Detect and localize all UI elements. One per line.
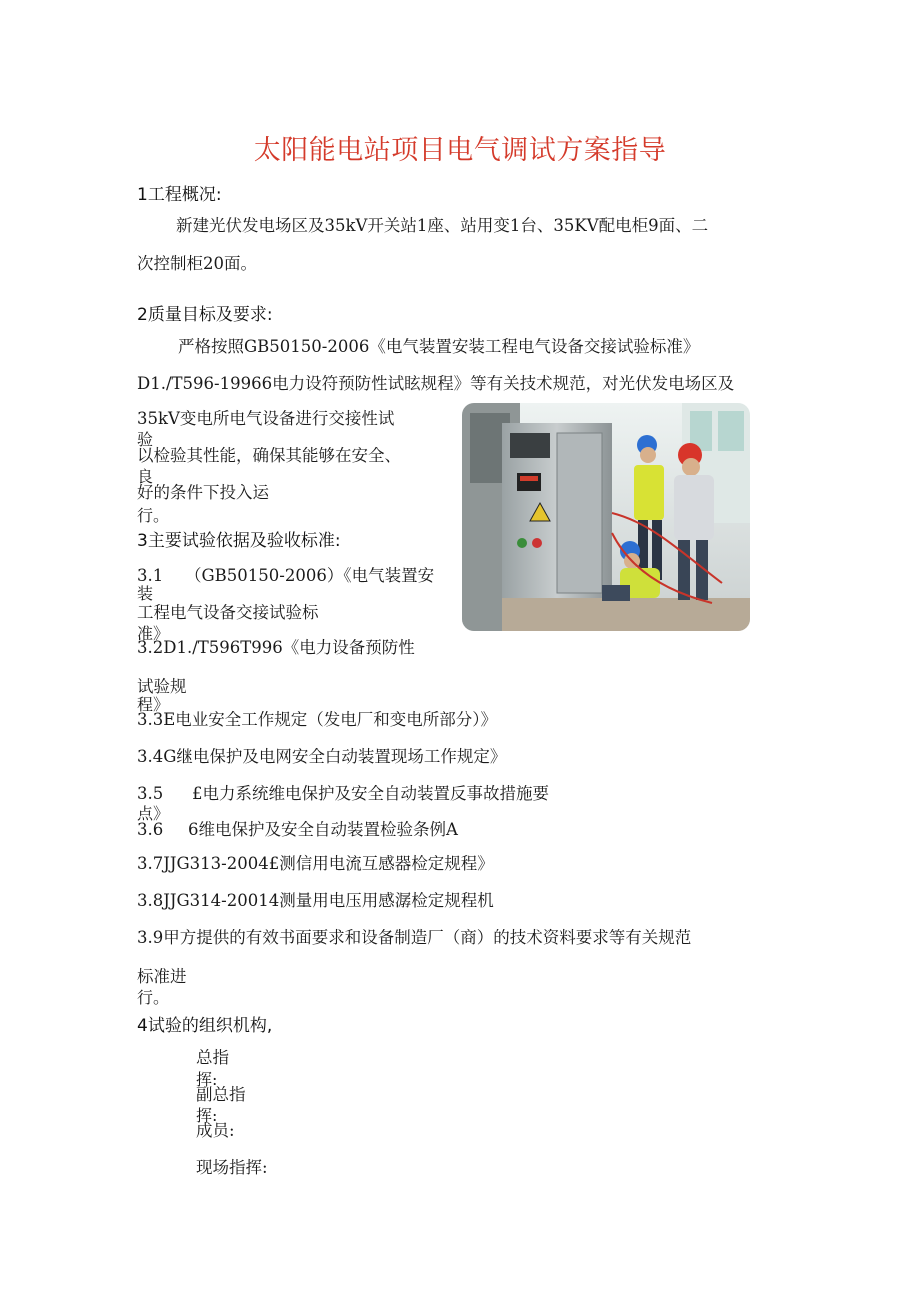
role-deputy-commander-label: 副总指 — [196, 1085, 246, 1104]
electrical-testing-photo — [462, 403, 750, 631]
ref-3-7-text: 3.7JJG313-2004£测信用电流互感器检定规程》 — [137, 854, 494, 873]
ref-3-5-text: £电力系统维电保护及安全自动装置反事故措施要 — [192, 784, 549, 803]
ref-3-3-text: 3.3E电业安全工作规定（发电厂和变电所部分）》 — [137, 710, 498, 729]
section-2-line-3-wrap: 验 — [137, 430, 154, 449]
ref-3-6-number: 3.6 — [137, 820, 164, 839]
section-1-heading: 1工程概况: — [137, 185, 222, 205]
ref-3-2-wrap-2: 程》 — [137, 695, 170, 714]
ref-3-1-text: （GB50150-2006）《电气装置安 — [185, 566, 435, 585]
section-2-line-4-wrap: 良 — [137, 467, 154, 486]
ref-3-5-wrap: 点》 — [137, 804, 170, 823]
ref-3-1-wrap-1: 装 — [137, 584, 154, 603]
role-site-commander-label: 现场指挥: — [196, 1158, 268, 1177]
section-2-heading: 2质量目标及要求: — [137, 305, 273, 325]
role-commander-label: 总指 — [196, 1048, 229, 1067]
section-2-line-3: 35kV变电所电气设备进行交接性试 — [137, 409, 395, 428]
section-2-line-4: 以检验其性能，确保其能够在安全、 — [137, 446, 401, 465]
ref-3-2-text: 3.2D1./T596T996《电力设备预防性 — [137, 638, 415, 657]
ref-3-2-wrap-1: 试验规 — [137, 677, 187, 696]
section-2-line-2: D1./T596-19966电力设符预防性试眩规程》等有关技术规范，对光伏发电场区及 — [137, 374, 735, 393]
ref-3-4-text: 3.4G继电保护及电网安全白动装置现场工作规定》 — [137, 747, 507, 766]
ref-3-1-number: 3.1 — [137, 566, 164, 585]
role-commander-label-wrap: 挥: — [196, 1070, 218, 1089]
section-2-line-1: 严格按照GB50150-2006《电气装置安装工程电气设备交接试验标准》 — [178, 337, 700, 356]
role-members-label: 成员: — [196, 1121, 235, 1140]
section-1-text-line-1: 新建光伏发电场区及35kV开关站1座、站用变1台、35KV配电柜9面、二 — [176, 216, 709, 235]
ref-3-6-text: 6维电保护及安全自动装置检验条例A — [188, 820, 458, 839]
section-4-heading: 4试验的组织机构, — [137, 1016, 273, 1036]
ref-3-8-text: 3.8JJG314-20014测量用电压用感潺检定规程机 — [137, 891, 494, 910]
ref-3-9-text: 3.9甲方提供的有效书面要求和设备制造厂（商）的技术资料要求等有关规范 — [137, 928, 692, 947]
ref-3-9-wrap-2: 行。 — [137, 988, 170, 1007]
page-title: 太阳能电站项目电气调试方案指导 — [253, 135, 667, 166]
ref-3-1-wrap-3: 准》 — [137, 624, 170, 643]
section-2-line-5-wrap: 行。 — [137, 506, 170, 525]
ref-3-1-wrap-2: 工程电气设备交接试验标 — [137, 603, 319, 622]
section-3-heading: 3主要试验依据及验收标准: — [137, 531, 341, 551]
section-2-line-5: 好的条件下投入运 — [137, 483, 269, 502]
section-1-text-line-2: 次控制柜20面。 — [137, 254, 257, 273]
ref-3-5-number: 3.5 — [137, 784, 164, 803]
ref-3-9-wrap-1: 标准进 — [137, 967, 187, 986]
role-deputy-commander-label-wrap: 挥: — [196, 1106, 218, 1125]
